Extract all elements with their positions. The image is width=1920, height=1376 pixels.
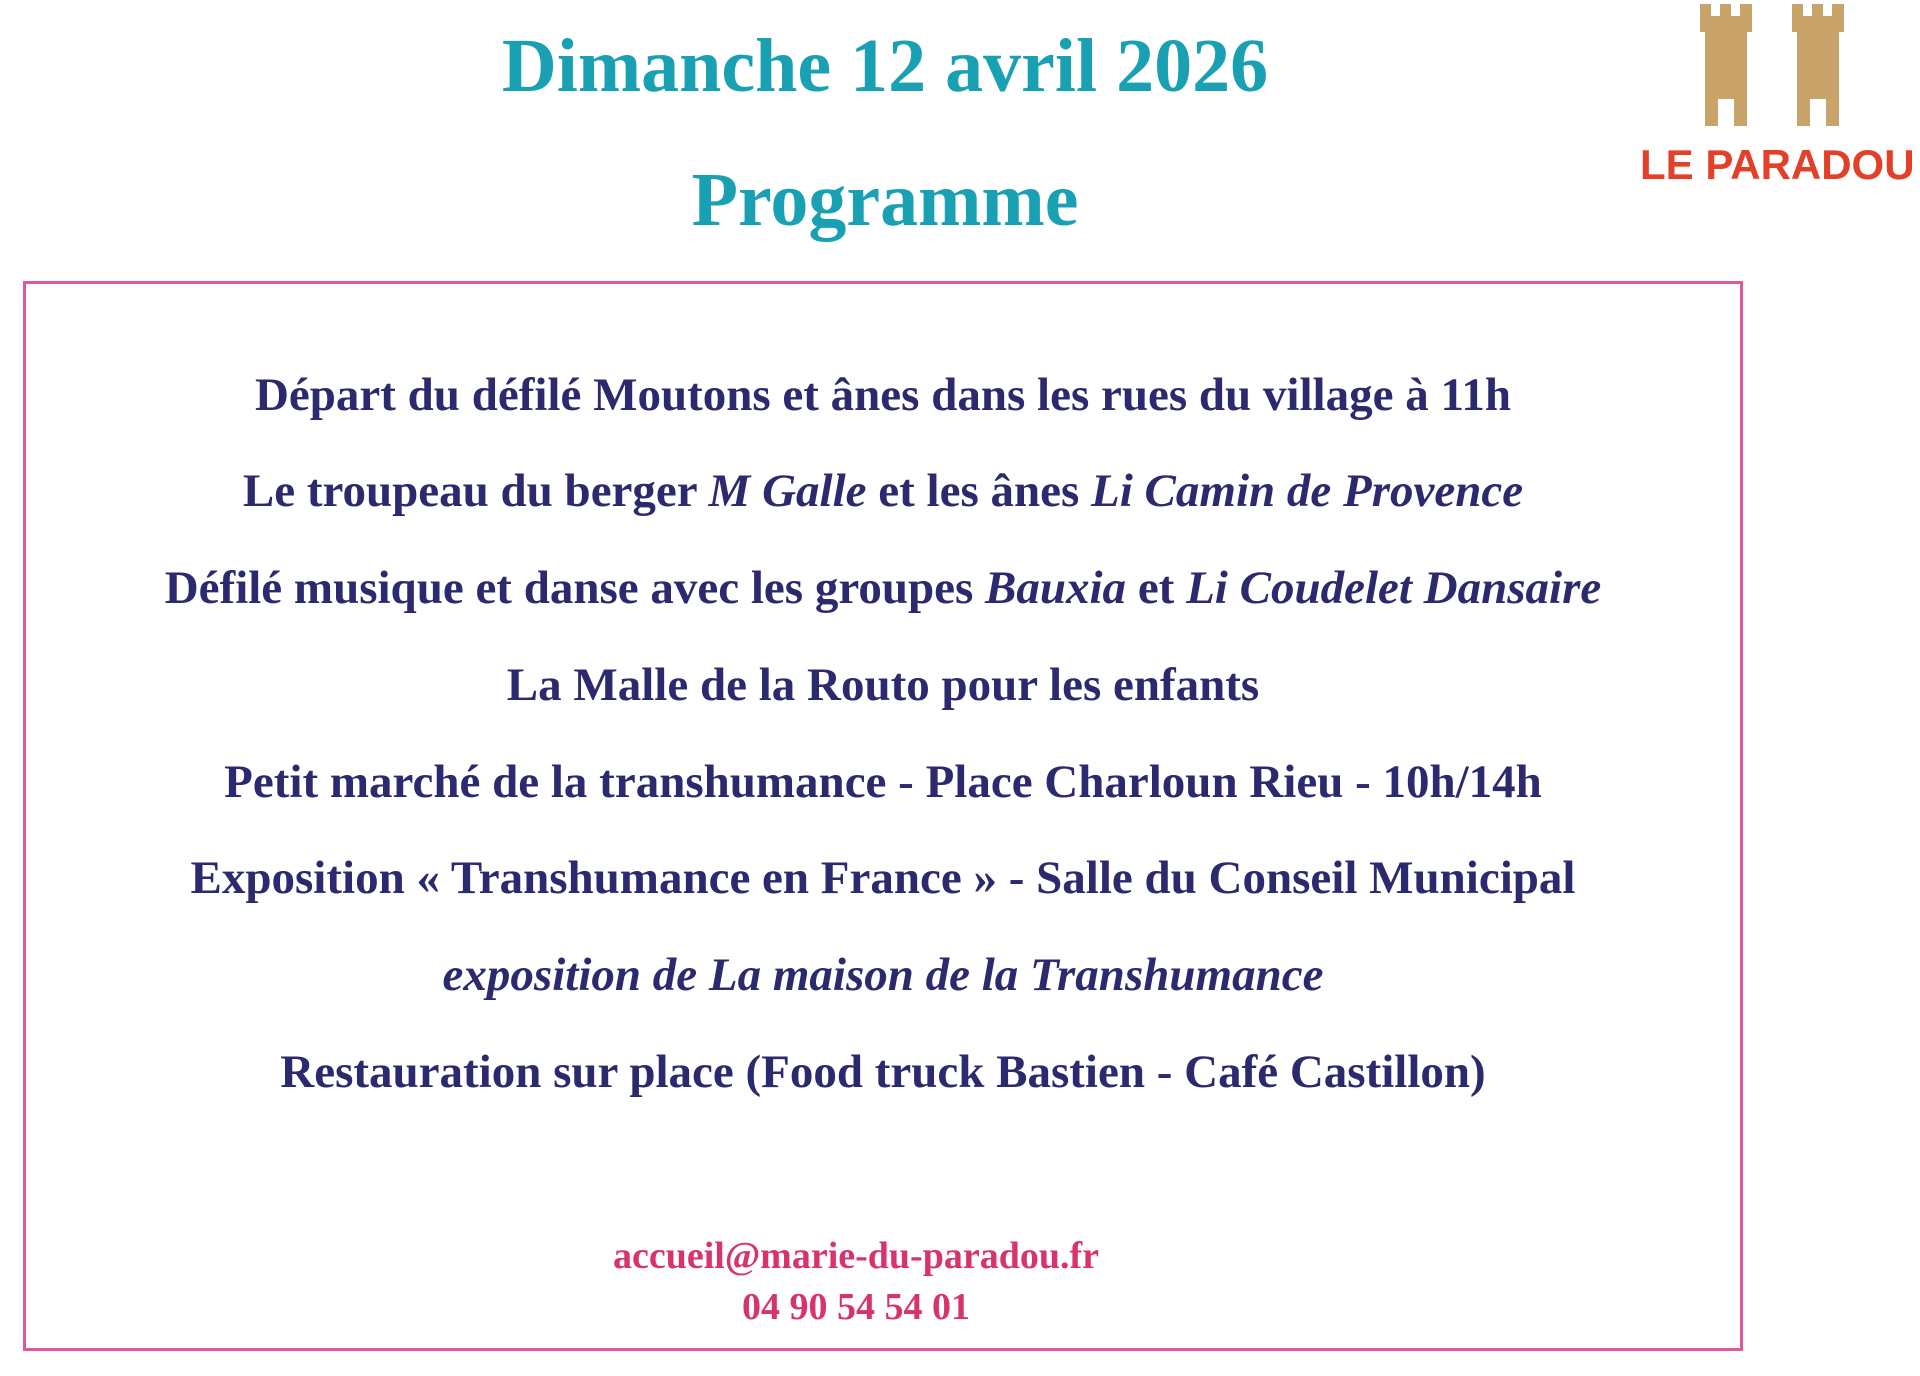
programme-line	[26, 562, 1740, 614]
contact-phone: 04 90 54 54 01	[742, 1286, 970, 1328]
programme-line	[26, 465, 1740, 517]
programme-line	[26, 659, 1740, 711]
programme-line-italic-text: M Galle	[708, 465, 867, 517]
programme-line-text: Petit marché de la transhumance - Place Charloun Rieu - 10h/14h	[224, 756, 1542, 808]
programme-line-text: Défilé musique et danse avec les groupes	[164, 562, 986, 614]
programme-line-text: Exposition « Transhumance en France » - Salle du Conseil Municipal	[190, 852, 1576, 904]
programme-line-italic-text: Bauxia	[985, 562, 1127, 614]
castle-towers-icon	[1700, 4, 1852, 129]
programme-line-italic-text: exposition de La maison de la Transhumance	[442, 949, 1324, 1001]
contact-email-link[interactable]: accueil@marie-du-paradou.fr	[612, 1235, 1099, 1277]
programme-line	[26, 756, 1740, 808]
le-paradou-logo	[1640, 4, 1915, 194]
programme-line	[26, 949, 1740, 1001]
programme-line-text: Restauration sur place (Food truck Bastien - Café Castillon)	[280, 1046, 1486, 1098]
programme-box	[23, 281, 1743, 1351]
programme-line-italic-text: Li Camin de Provence	[1091, 465, 1524, 517]
programme-line	[26, 852, 1740, 904]
logo-wordmark: LE PARADOU	[1640, 141, 1915, 188]
programme-line	[26, 369, 1740, 421]
programme-line-text: et les ânes	[866, 465, 1092, 517]
programme-title: Programme	[691, 158, 1079, 242]
programme-line-text: La Malle de la Routo pour les enfants	[506, 659, 1260, 711]
programme-line-text: Le troupeau du berger	[242, 465, 709, 517]
programme-line-text: Départ du défilé Moutons et ânes dans les rues du village à 11h	[254, 369, 1512, 421]
programme-line	[26, 1046, 1740, 1098]
event-date-title: Dimanche 12 avril 2026	[501, 24, 1269, 108]
programme-line-text: et	[1126, 562, 1187, 614]
programme-line-italic-text: Li Coudelet Dansaire	[1186, 562, 1602, 614]
